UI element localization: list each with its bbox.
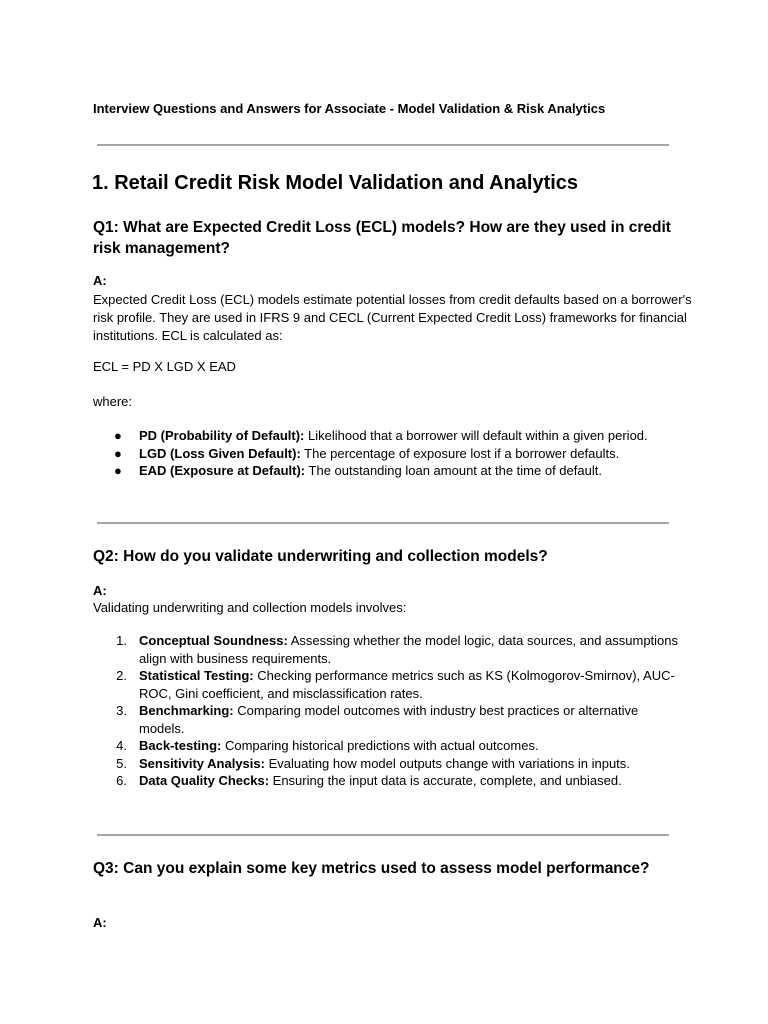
list-item-text: Ensuring the input data is accurate, complete, and unbiased. bbox=[269, 773, 622, 788]
list-item-text: Comparing historical predictions with actual outcomes. bbox=[221, 738, 539, 753]
list-item bbox=[93, 445, 683, 463]
where-label: where: bbox=[93, 394, 133, 409]
list-item bbox=[93, 702, 683, 737]
list-number: 1. bbox=[116, 633, 127, 648]
ecl-component-list bbox=[93, 427, 683, 480]
list-item bbox=[93, 755, 683, 773]
validation-steps-list bbox=[93, 632, 683, 790]
question-1-heading: Q1: What are Expected Credit Loss (ECL) models? How are they used in credit risk management? bbox=[93, 219, 671, 257]
list-item-term: PD (Probability of Default): bbox=[139, 428, 305, 443]
answer-1-intro: Expected Credit Loss (ECL) models estimate potential losses from credit defaults based on a borrower's risk profile. They are used in IFRS 9 and CECL (Current Expected Credit Loss) frameworks for financial institutions. ECL is calculated as: bbox=[93, 292, 692, 343]
list-item-term: Back-testing: bbox=[139, 738, 222, 753]
question-2-heading: Q2: How do you validate underwriting and collection models? bbox=[93, 548, 548, 565]
list-number: 4. bbox=[116, 738, 127, 753]
list-number: 2. bbox=[116, 668, 127, 683]
answer-2-intro: Validating underwriting and collection models involves: bbox=[93, 600, 407, 615]
list-item-term: LGD (Loss Given Default): bbox=[139, 445, 301, 461]
list-item bbox=[93, 737, 683, 755]
question-3-heading: Q3: Can you explain some key metrics used to assess model performance? bbox=[93, 860, 650, 877]
bullet-icon: ● bbox=[114, 428, 122, 443]
list-number: 6. bbox=[116, 773, 127, 788]
document-title: Interview Questions and Answers for Associate - Model Validation & Risk Analytics bbox=[93, 101, 606, 116]
list-item-term: Benchmarking: bbox=[139, 703, 234, 718]
answer-1-label: A: bbox=[93, 273, 107, 288]
list-item-text: The outstanding loan amount at the time of default. bbox=[305, 463, 602, 478]
list-item-term: Data Quality Checks: bbox=[139, 773, 270, 788]
list-item-term: Conceptual Soundness: bbox=[139, 633, 288, 648]
list-item-text: Checking performance metrics such as KS (Kolmogorov-Smirnov), AUC-ROC, Gini coefficient, and misclassification rates. bbox=[139, 668, 675, 701]
list-item-text: The percentage of exposure lost if a borrower defaults. bbox=[300, 445, 620, 461]
list-item bbox=[93, 632, 683, 667]
list-item-text: Evaluating how model outputs change with variations in inputs. bbox=[264, 755, 630, 771]
answer-2-label: A: bbox=[93, 583, 107, 598]
horizontal-rule bbox=[97, 522, 669, 524]
list-item-text: Assessing whether the model logic, data sources, and assumptions align with business requirements. bbox=[139, 633, 679, 666]
list-item bbox=[93, 462, 683, 480]
ecl-formula: ECL = PD X LGD X EAD bbox=[93, 359, 236, 374]
list-item bbox=[93, 667, 683, 702]
list-number: 3. bbox=[116, 703, 127, 718]
list-number: 5. bbox=[116, 755, 127, 771]
list-item bbox=[93, 427, 683, 445]
list-item-term: Sensitivity Analysis: bbox=[139, 755, 265, 771]
list-item-term: EAD (Exposure at Default): bbox=[139, 463, 306, 478]
horizontal-rule bbox=[97, 834, 669, 836]
section-heading: 1. Retail Credit Risk Model Validation and Analytics bbox=[92, 172, 579, 194]
bullet-icon: ● bbox=[114, 463, 122, 478]
list-item bbox=[93, 772, 683, 790]
list-item-text: Likelihood that a borrower will default within a given period. bbox=[304, 428, 648, 443]
bullet-icon: ● bbox=[114, 445, 122, 461]
list-item-text: Comparing model outcomes with industry best practices or alternative models. bbox=[139, 703, 639, 736]
list-item-term: Statistical Testing: bbox=[139, 668, 254, 683]
horizontal-rule bbox=[97, 144, 669, 146]
answer-3-label: A: bbox=[93, 915, 107, 930]
